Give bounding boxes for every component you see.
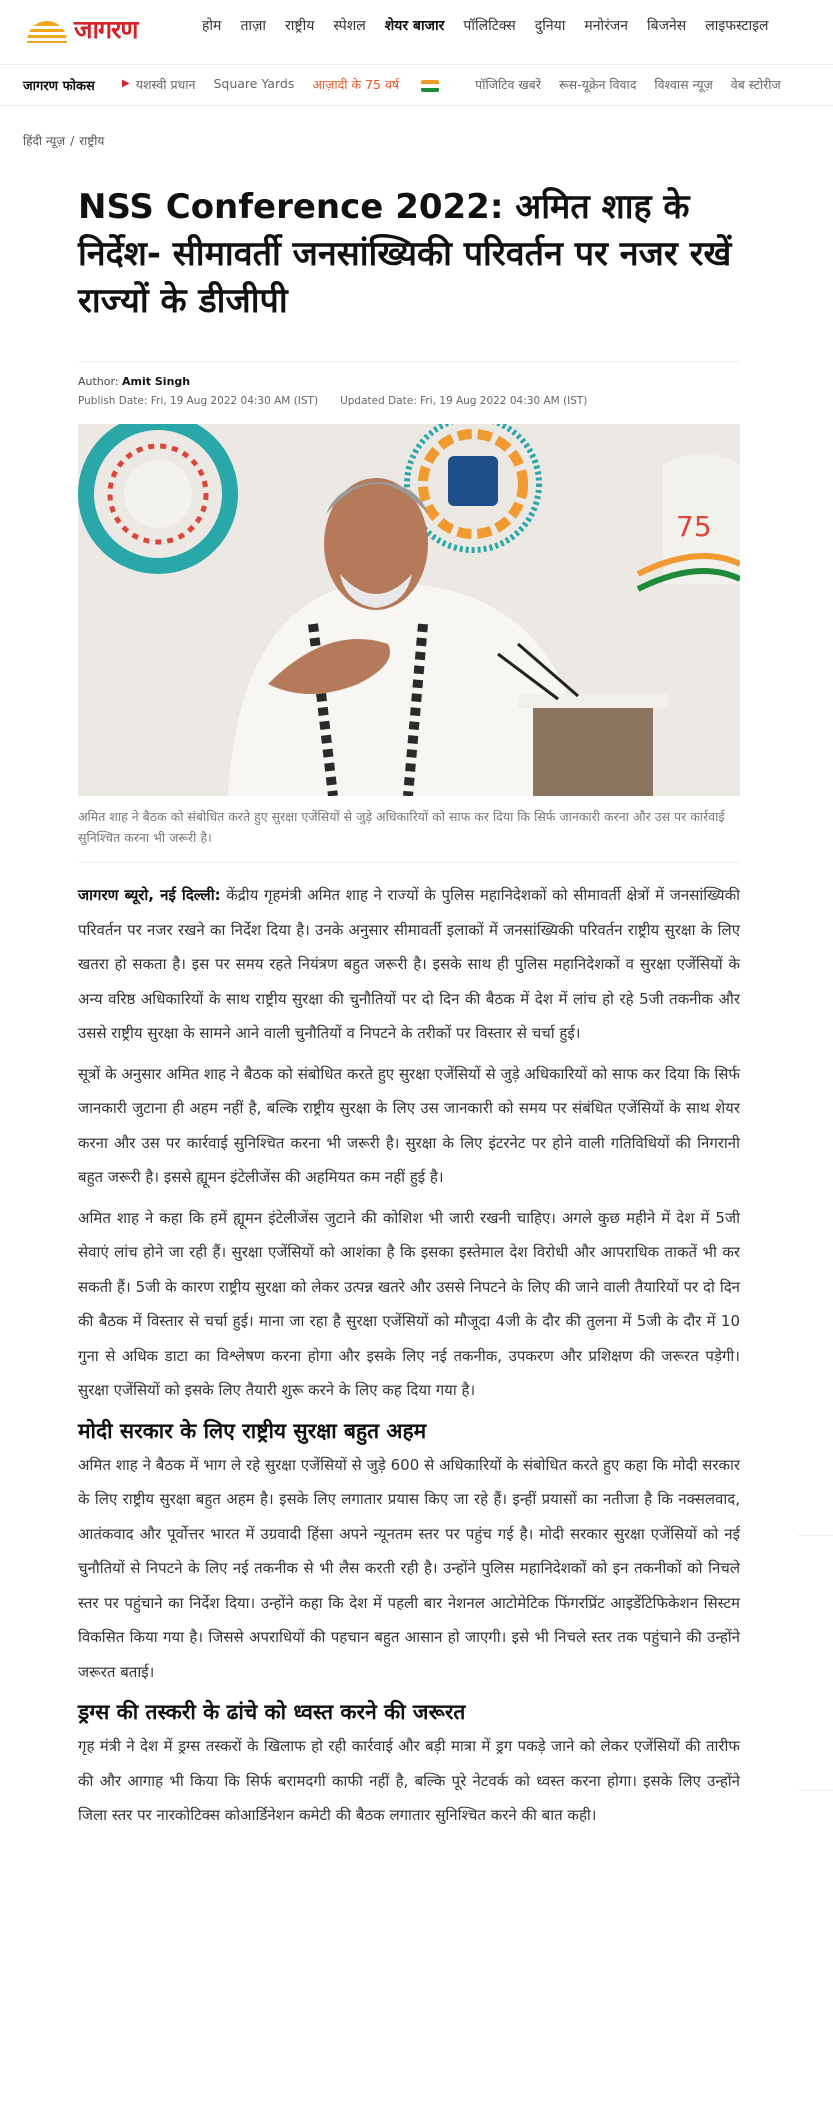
brand-name: जागरण: [74, 15, 138, 44]
nav-item-special[interactable]: स्पेशल: [333, 18, 366, 34]
caret-right-icon: ▶: [122, 78, 130, 89]
article-headline: NSS Conference 2022: अमित शाह के निर्देश- सीमावर्ती जनसांख्यिकी परिवर्तन पर नजर रखें राज्यों के डीजीपी: [78, 187, 732, 321]
article-paragraph-4: अमित शाह ने बैठक में भाग ले रहे सुरक्षा एजेंसियों से जुड़े 600 से अधिकारियों के संबोधित करते हुए कहा कि मोदी सरकार के लिए राष्ट्रीय सुरक्षा बहुत अहम है। इसके लिए लगातार प्रयास किए जा रहे हैं। इन्हीं प्रयासों का नतीजा है कि नक्सलवाद, आतंकवाद और पूर्वोत्तर भारत में उग्रवादी हिंसा अपने न्यूनतम स्तर पर पहुंच गई है। मोदी सरकार सुरक्षा एजेंसियों को नई चुनौतियों से निपटने के लिए नई तकनीक से भी लैस करती रही है। उन्होंने पुलिस महानिदेशकों को इन तकनीकों को निचले स्तर पर पहुंचाने का निर्देश दिया। उन्होंने कहा कि देश में पहली बार नेशनल आटोमेटिक फिंगरप्रिंट आइडेंटिफिकेशन सिस्टम विकसित किया गया है। जिससे अपराधियों की पहचान बहुत आसान हो जाएगी। इसे भी निचले स्तर तक पहुंचाने की उन्होंने जरूरत बताई।: [78, 1455, 740, 1681]
nav-item-lifestyle[interactable]: लाइफस्टाइल: [705, 18, 769, 34]
focus-label: जागरण फोकस: [23, 79, 95, 94]
article-body: [78, 878, 740, 1839]
focus-item-russia-ukraine[interactable]: रूस-यूक्रेन विवाद: [558, 77, 637, 92]
photo-caption: अमित शाह ने बैठक को संबोधित करते हुए सुरक्षा एजेंसियों से जुड़े अधिकारियों को साफ कर दिया कि सिर्फ जानकारी करना और उस पर कार्रवाई सुनिश्चित करना भी जरूरी है।: [78, 809, 725, 845]
divider: [78, 361, 740, 362]
dateline: जागरण ब्यूरो, नई दिल्ली:: [78, 886, 221, 904]
article-paragraph-5: गृह मंत्री ने देश में ड्रग्स तस्करों के खिलाफ हो रही कार्रवाई और बड़ी मात्रा में ड्रग पकड़े जाने को लेकर एजेंसियों की तारीफ की और आगाह भी किया कि सिर्फ बरामदगी काफी नहीं है, बल्कि पूरे नेटवर्क को ध्वस्त करना होगा। इसके लिए उन्होंने जिला स्तर पर नारकोटिक्स कोआर्डिनेशन कमेटी की बैठक लगातार सुनिश्चित करने की बात कही।: [78, 1737, 740, 1824]
paragraph-text: केंद्रीय गृहमंत्री अमित शाह ने राज्यों के पुलिस महानिदेशकों को सीमावर्ती क्षेत्रों में जनसांख्यिकी परिवर्तन पर नजर रखने का निर्देश दिया है। उनके अनुसार सीमावर्ती इलाकों में जनसांख्यिकी परिवर्तन राष्ट्रीय सुरक्षा के लिए खतरा हो सकता है। इस पर समय रहते नियंत्रण बहुत जरूरी है। इसके साथ ही पुलिस महानिदेशकों व सुरक्षा एजेंसियों के अन्य वरिष्ठ अधिकारियों के साथ राष्ट्रीय सुरक्षा की चुनौतियों पर दो दिन की बैठक में देश में लांच हो रहे 5जी तकनीक और उससे राष्ट्रीय सुरक्षा के सामने आने वाली चुनौतियों व निपटने के तरीकों पर विस्तार से चर्चा हुई।: [78, 886, 740, 1042]
article-dates: [78, 395, 587, 407]
jagran-logo[interactable]: [24, 12, 137, 46]
nav-item-home[interactable]: होम: [202, 18, 222, 34]
speaker-at-podium-image: [78, 424, 740, 796]
section-heading-modi-govt: मोदी सरकार के लिए राष्ट्रीय सुरक्षा बहुत अहम: [78, 1418, 427, 1443]
breadcrumb-home[interactable]: हिंदी न्यूज़: [23, 134, 66, 148]
author-label: Author:: [78, 375, 119, 388]
india-flag-icon: [421, 80, 439, 92]
focus-item-azadi-label: आज़ादी के 75 वर्ष: [312, 77, 400, 92]
sun-logo-icon: [24, 15, 70, 43]
section-heading-drugs: ड्रग्स की तस्करी के ढांचे को ध्वस्त करने की जरूरत: [78, 1700, 466, 1724]
author-line: [78, 375, 190, 388]
article-paragraph-2: सूत्रों के अनुसार अमित शाह ने बैठक को संबोधित करते हुए सुरक्षा एजेंसियों से जुड़े अधिकारियों को साफ कर दिया कि सिर्फ जानकारी जुटाना ही अहम नहीं है, बल्कि राष्ट्रीय सुरक्षा के लिए उस जानकारी को समय पर संबंधित एजेंसियों के साथ शेयर करना और उस पर कार्रवाई सुनिश्चित करना भी जरूरी है। सुरक्षा के लिए इंटरनेट पर होने वाली गतिविधियों की निगरानी बहुत जरूरी है। इससे ह्यूमन इंटेलीजेंस की अहमियत कम नहीं हुई है।: [78, 1064, 740, 1186]
nav-item-national[interactable]: राष्ट्रीय: [285, 18, 315, 34]
article-paragraph-1: [78, 878, 740, 1051]
focus-item-yashasvi[interactable]: यशस्वी प्रधान: [135, 77, 196, 92]
side-divider: [798, 1790, 833, 1791]
focus-item-vishvas-news[interactable]: विश्वास न्यूज़: [654, 77, 713, 92]
main-menu: [202, 16, 788, 35]
focus-item-azadi[interactable]: [312, 76, 457, 93]
nav-item-entertainment[interactable]: मनोरंजन: [584, 18, 628, 34]
breadcrumb-section[interactable]: राष्ट्रीय: [79, 134, 105, 148]
divider: [78, 862, 740, 863]
article-photo: [78, 424, 740, 796]
nav-item-politics[interactable]: पॉलिटिक्स: [463, 18, 516, 34]
focus-item-web-stories[interactable]: वेब स्टोरीज: [730, 77, 781, 92]
article-paragraph-3: अमित शाह ने कहा कि हमें ह्यूमन इंटेलीजेंस जुटाने की कोशिश भी जारी रखनी चाहिए। अगले कुछ महीने में देश में 5जी सेवाएं लांच होने जा रही हैं। सुरक्षा एजेंसियों को आशंका है कि इसका इस्तेमाल देश विरोधी और आपराधिक ताकतें भी कर सकती हैं। 5जी के कारण राष्ट्रीय सुरक्षा को लेकर उत्पन्न खतरे और उससे निपटने के लिए की जाने वाली तैयारियों पर दो दिन की बैठक में विस्तार से चर्चा हुई। माना जा रहा है सुरक्षा एजेंसियों को मौजूदा 4जी के दौर की तुलना में 5जी के दौर में 10 गुना से अधिक डाटा का विश्लेषण करना होगा और इसके लिए नई तकनीक, उपकरण और प्रशिक्षण की जरूरत पड़ेगी। सुरक्षा एजेंसियों को इसके लिए तैयारी शुरू करने के लिए कह दिया गया है।: [78, 1208, 740, 1399]
author-name[interactable]: Amit Singh: [122, 375, 191, 388]
focus-item-positive-news[interactable]: पॉजिटिव खबरें: [475, 77, 541, 92]
breadcrumb-separator: /: [70, 134, 75, 148]
nav-item-world[interactable]: दुनिया: [534, 18, 566, 34]
focus-item-square-yards[interactable]: Square Yards: [213, 76, 295, 91]
nav-item-share-market[interactable]: शेयर बाजार: [384, 18, 445, 34]
nav-item-latest[interactable]: ताज़ा: [240, 18, 267, 34]
publish-date: Publish Date: Fri, 19 Aug 2022 04:30 AM (IST): [78, 395, 319, 407]
top-navigation: [0, 0, 833, 52]
updated-date: Updated Date: Fri, 19 Aug 2022 04:30 AM (IST): [340, 395, 588, 407]
side-divider: [798, 1535, 833, 1536]
focus-bar: [0, 64, 833, 106]
nav-item-business[interactable]: बिजनेस: [647, 18, 687, 34]
breadcrumb: [23, 132, 104, 149]
svg-text:75: 75: [676, 510, 712, 543]
focus-items: [122, 76, 799, 93]
